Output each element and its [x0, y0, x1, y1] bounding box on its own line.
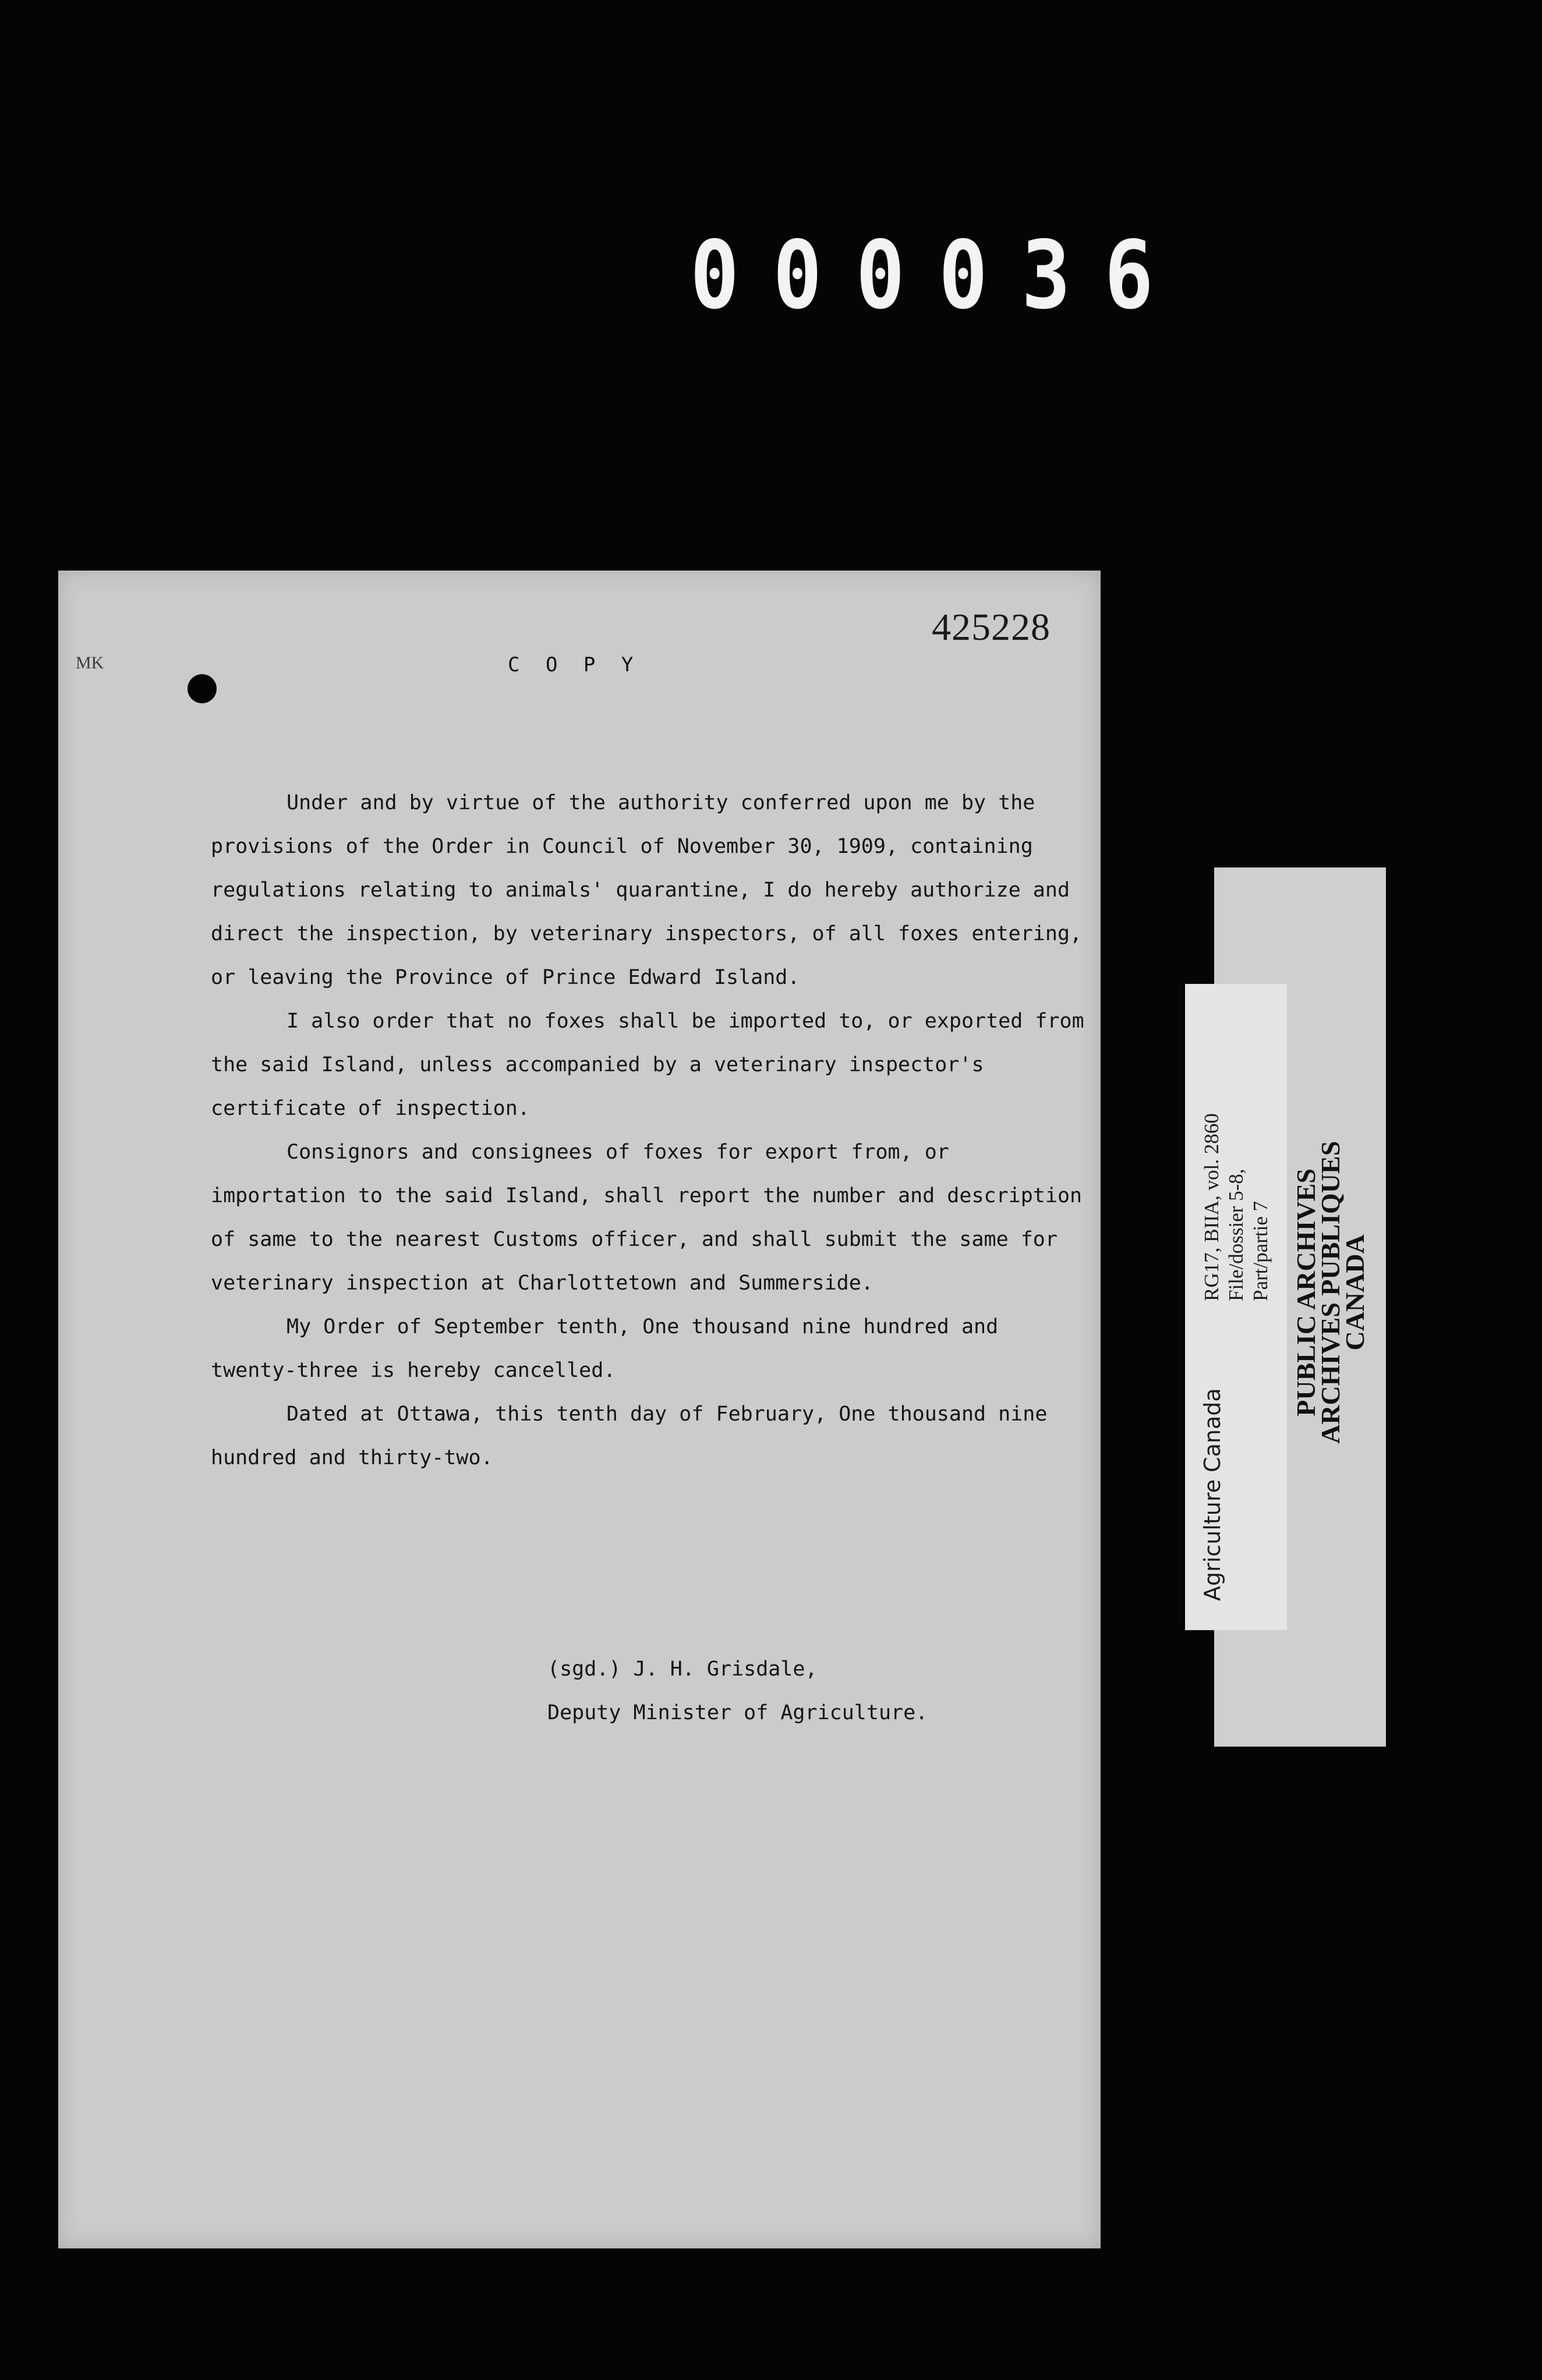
archive-reference [1200, 1113, 1273, 1301]
document-body [211, 781, 1084, 1480]
paragraph-import-export: I also order that no foxes shall be imported to, or exported from the said Island, unless accompanied by a veterinary inspector's certificate of inspection. [211, 1010, 1084, 1120]
signature-block [547, 1648, 928, 1735]
punch-hole [188, 674, 217, 703]
paragraph-dated: Dated at Ottawa, this tenth day of February, One thousand nine hundred and thirty-two. [211, 1402, 1048, 1469]
reference-line: Part/partie 7 [1249, 1200, 1272, 1301]
frame-number: 000036 [690, 221, 1187, 331]
archives-line: ARCHIVES PUBLIQUES [1315, 1141, 1345, 1444]
signatory-title: Deputy Minister of Agriculture. [547, 1701, 928, 1724]
reference-line: File/dossier 5-8, [1225, 1168, 1247, 1301]
department-label: Agriculture Canada [1200, 1388, 1225, 1601]
signatory-name: (sgd.) J. H. Grisdale, [547, 1658, 818, 1681]
document-number: 425228 [932, 606, 1051, 649]
archives-line: PUBLIC ARCHIVES [1291, 1168, 1321, 1416]
typist-initials: MK [76, 653, 104, 672]
archives-stamp [1291, 1141, 1370, 1444]
paragraph-consignors: Consignors and consignees of foxes for export from, or importation to the said Island, shall report the number and description of same to the nearest Customs officer, and shall submit the same for veterinary inspection at Charlottetown and Summerside. [211, 1141, 1083, 1295]
reference-line: RG17, BIIA, vol. 2860 [1200, 1113, 1223, 1301]
paragraph-cancellation: My Order of September tenth, One thousand nine hundred and twenty-three is hereby cancelled. [211, 1315, 999, 1382]
archives-line: CANADA [1340, 1234, 1370, 1351]
document-page [58, 571, 1101, 2248]
paragraph-authority: Under and by virtue of the authority conferred upon me by the provisions of the Order in Council of November 30, 1909, containing regulations relating to animals' quarantine, I do hereby authorize and direct the inspection, by veterinary inspectors, of all foxes entering, or leaving the Province of Prince Edward Island. [211, 791, 1083, 989]
copy-heading: C O P Y [508, 653, 641, 677]
